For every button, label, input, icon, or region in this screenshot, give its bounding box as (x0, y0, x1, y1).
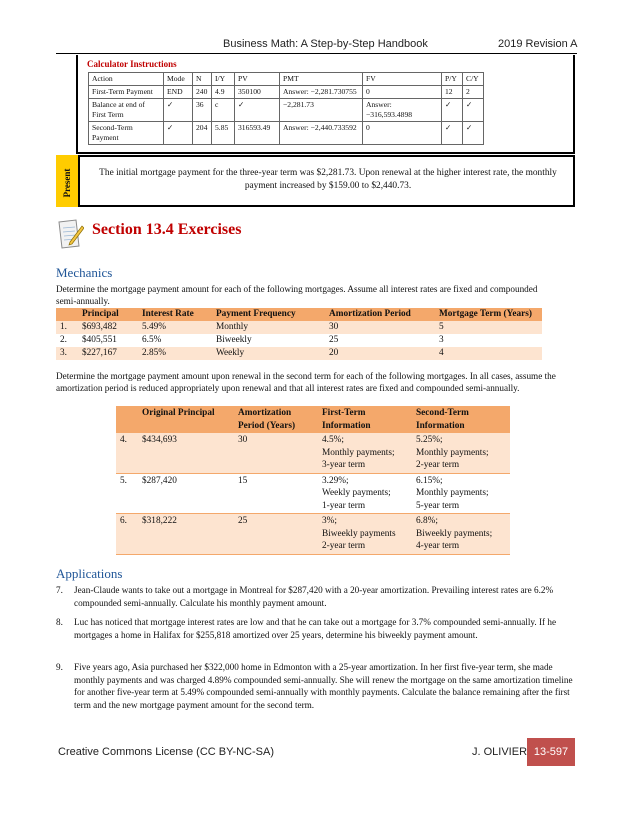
exercise-text: Luc has noticed that mortgage interest rates are low and that he can take out a mortgage for 3.7% compounded semi-annually. If he mortgages a home in Halifax for $255,818 amortized over 25 years, determine his biweekly payment amount. (74, 617, 557, 640)
cell-pv: 350100 (235, 86, 280, 99)
col-pmt: PMT (280, 73, 363, 86)
col-n: N (193, 73, 212, 86)
exercise-item (56, 584, 576, 609)
cell-cy: ✓ (463, 99, 484, 122)
principal-cell: $287,420 (138, 473, 234, 514)
amortization-cell: 30 (234, 433, 318, 473)
second-term-cell: 6.8%; Biweekly payments; 4-year term (412, 514, 510, 555)
principal-cell: $693,482 (78, 321, 138, 334)
row-number: 5. (116, 473, 138, 514)
amortization-cell: 15 (234, 473, 318, 514)
amortization-cell: 30 (325, 321, 435, 334)
header-rule (56, 53, 577, 54)
col-mode: Mode (164, 73, 193, 86)
calculator-row (89, 99, 484, 122)
cell-action: Second-Term Payment (89, 122, 164, 145)
table-row (116, 514, 510, 555)
section-title: Section 13.4 Exercises (92, 221, 242, 238)
first-term-cell: 3%; Biweekly payments 2-year term (318, 514, 412, 555)
header-cell: First-Term Information (318, 406, 412, 433)
principal-cell: $318,222 (138, 514, 234, 555)
calculator-header-row (89, 73, 484, 86)
term-cell: 4 (435, 347, 542, 360)
revision-label: 2019 Revision A (498, 38, 578, 50)
second-term-cell: 5.25%; Monthly payments; 2-year term (412, 433, 510, 473)
table-row (56, 334, 542, 347)
col-iy: I/Y (212, 73, 235, 86)
row-number: 3. (56, 347, 78, 360)
first-term-cell: 3.29%; Weekly payments; 1-year term (318, 473, 412, 514)
second-term-cell: 6.15%; Monthly payments; 5-year term (412, 473, 510, 514)
cell-action: Balance at end of First Term (89, 99, 164, 122)
author-name: J. OLIVIER (472, 746, 528, 758)
exercise-item (56, 661, 576, 711)
calculator-row (89, 122, 484, 145)
rate-cell: 6.5% (138, 334, 212, 347)
amortization-cell: 25 (234, 514, 318, 555)
cell-py: ✓ (442, 122, 463, 145)
header-cell: Amortization Period (325, 308, 435, 321)
row-number: 4. (116, 433, 138, 473)
header-cell: Original Principal (138, 406, 234, 433)
table-row (116, 473, 510, 514)
principal-cell: $227,167 (78, 347, 138, 360)
row-number: 6. (116, 514, 138, 555)
cell-py: ✓ (442, 99, 463, 122)
header-cell: Second-Term Information (412, 406, 510, 433)
cell-pmt: −2,281.73 (280, 99, 363, 122)
cell-py: 12 (442, 86, 463, 99)
calculator-strip (56, 55, 78, 154)
exercise-text: Five years ago, Asia purchased her $322,000 home in Edmonton with a 25-year amortization. In her first five-year term, she made monthly payments and was charged 4.89% compounded semi-annually. She will renew the mortgage on the same amortization timeline for another five-year term at 5.49% compounded semi-annually with monthly payments. Calculate the balance remaining after the first term and the new mortgage payment amount for the second term. (74, 662, 573, 710)
cell-cy: ✓ (463, 122, 484, 145)
header-cell: Principal (78, 308, 138, 321)
license-text: Creative Commons License (CC BY-NC-SA) (58, 746, 274, 758)
col-cy: C/Y (463, 73, 484, 86)
rate-cell: 2.85% (138, 347, 212, 360)
row-number: 2. (56, 334, 78, 347)
cell-mode: ✓ (164, 122, 193, 145)
frequency-cell: Weekly (212, 347, 325, 360)
row-number: 1. (56, 321, 78, 334)
rate-cell: 5.49% (138, 321, 212, 334)
first-term-cell: 4.5%; Monthly payments; 3-year term (318, 433, 412, 473)
cell-pmt: Answer: −2,281.730755 (280, 86, 363, 99)
exercise-number: 8. (56, 617, 63, 627)
cell-mode: END (164, 86, 193, 99)
table-header-row (116, 406, 510, 433)
cell-iy: c (212, 99, 235, 122)
exercise-number: 9. (56, 662, 63, 672)
exercise-text: Jean-Claude wants to take out a mortgage in Montreal for $287,420 with a 20-year amortization. Prevailing interest rates are 6.2% compounded semi-annually. Calculate his monthly payment amount. (74, 585, 554, 608)
mortgage-table-2 (116, 406, 510, 555)
cell-iy: 5.85 (212, 122, 235, 145)
cell-cy: 2 (463, 86, 484, 99)
header-cell: Interest Rate (138, 308, 212, 321)
mortgage-table-1 (56, 308, 542, 360)
cell-n: 240 (193, 86, 212, 99)
term-cell: 3 (435, 334, 542, 347)
cell-fv: 0 (363, 86, 442, 99)
amortization-cell: 25 (325, 334, 435, 347)
col-action: Action (89, 73, 164, 86)
frequency-cell: Monthly (212, 321, 325, 334)
calculator-table (88, 72, 484, 145)
page-number: 13-597 (527, 738, 575, 766)
mechanics-intro-1: Determine the mortgage payment amount for each of the following mortgages. Assume all interest rates are fixed and compounded semi-annually. (56, 284, 538, 306)
mechanics-heading: Mechanics (56, 265, 113, 280)
header-cell: Amortization Period (Years) (234, 406, 318, 433)
notepad-pencil-icon (56, 218, 84, 250)
table-row (116, 433, 510, 473)
header-cell (56, 308, 78, 321)
applications-heading: Applications (56, 566, 123, 581)
col-pv: PV (235, 73, 280, 86)
table-row (56, 321, 542, 334)
cell-iy: 4.9 (212, 86, 235, 99)
cell-fv: 0 (363, 122, 442, 145)
cell-n: 36 (193, 99, 212, 122)
cell-pv: ✓ (235, 99, 280, 122)
amortization-cell: 20 (325, 347, 435, 360)
header-cell: Mortgage Term (Years) (435, 308, 542, 321)
calculator-title: Calculator Instructions (87, 59, 177, 69)
cell-fv: Answer: −316,593.4898 (363, 99, 442, 122)
table-header-row (56, 308, 542, 321)
cell-pv: 316593.49 (235, 122, 280, 145)
frequency-cell: Biweekly (212, 334, 325, 347)
cell-pmt: Answer: −2,440.733592 (280, 122, 363, 145)
col-fv: FV (363, 73, 442, 86)
present-label: Present (62, 168, 72, 198)
principal-cell: $434,693 (138, 433, 234, 473)
present-text: The initial mortgage payment for the three-year term was $2,281.73. Upon renewal at the higher interest rate, the monthly payment increased by $159.00 to $2,440.73. (99, 168, 557, 191)
exercise-item (56, 616, 576, 641)
book-title: Business Math: A Step-by-Step Handbook (223, 38, 428, 50)
table-row (56, 347, 542, 360)
header-cell (116, 406, 138, 433)
col-py: P/Y (442, 73, 463, 86)
cell-n: 204 (193, 122, 212, 145)
mechanics-intro-2: Determine the mortgage payment amount upon renewal in the second term for each of the following mortgages. In all cases, assume the amortization period is reduced appropriately upon renewal and that all interest rates are fixed and compounded semi-annually. (56, 371, 556, 393)
calculator-row (89, 86, 484, 99)
cell-action: First-Term Payment (89, 86, 164, 99)
exercise-number: 7. (56, 585, 63, 595)
term-cell: 5 (435, 321, 542, 334)
cell-mode: ✓ (164, 99, 193, 122)
principal-cell: $405,551 (78, 334, 138, 347)
header-cell: Payment Frequency (212, 308, 325, 321)
